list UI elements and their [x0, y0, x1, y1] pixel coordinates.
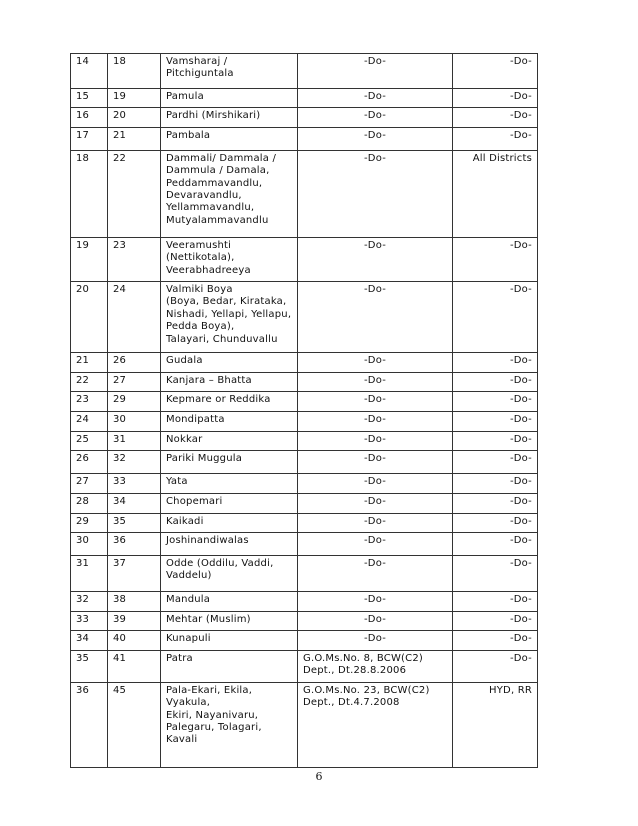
caste-name-cell	[161, 494, 298, 513]
area-cell: HYD, RR	[453, 682, 538, 767]
caste-name-cell	[161, 682, 298, 767]
serial-number-cell: 32	[71, 592, 108, 612]
caste-name-line: Mehtar (Muslim)	[166, 614, 251, 626]
government-order-line: -Do-	[363, 56, 387, 67]
caste-name-line: Pariki Muggula	[166, 453, 243, 465]
caste-name-cell	[161, 513, 298, 532]
table-row	[71, 631, 538, 650]
caste-name-line: Vamsharaj /	[166, 56, 228, 67]
area-cell: -Do-	[453, 89, 538, 108]
government-order-cell	[298, 127, 453, 150]
serial-number-cell: 33	[71, 612, 108, 631]
caste-name-line: Kepmare or Reddika	[166, 394, 271, 406]
original-number-cell: 24	[108, 282, 161, 353]
government-order-cell	[298, 474, 453, 494]
original-number-cell: 40	[108, 631, 161, 650]
serial-number-cell: 21	[71, 353, 108, 373]
government-order-cell	[298, 451, 453, 474]
caste-name-line: Dammula / Damala,	[166, 165, 270, 177]
area-cell: -Do-	[453, 631, 538, 650]
caste-name-cell	[161, 54, 298, 89]
government-order-line: -Do-	[363, 614, 387, 626]
government-order-line: Dept., Dt.4.7.2008	[303, 697, 400, 709]
serial-number-cell: 24	[71, 412, 108, 431]
government-order-cell	[298, 431, 453, 450]
caste-name-cell	[161, 631, 298, 650]
original-number-cell: 18	[108, 54, 161, 89]
government-order-line: -Do-	[363, 515, 387, 527]
page-number: 6	[315, 770, 323, 783]
caste-name-line: Yellammavandlu,	[166, 202, 255, 214]
caste-name-line: Pitchiguntala	[166, 68, 234, 80]
area-cell: -Do-	[453, 533, 538, 556]
government-order-line: -Do-	[363, 355, 387, 367]
caste-name-line: Veerabhadreeya	[166, 264, 251, 276]
government-order-line: -Do-	[363, 152, 387, 164]
original-number-cell: 32	[108, 451, 161, 474]
table-row	[71, 353, 538, 373]
table-row	[71, 282, 538, 353]
original-number-cell: 20	[108, 108, 161, 127]
caste-name-line: Kanjara – Bhatta	[166, 375, 252, 387]
serial-number-cell: 18	[71, 150, 108, 237]
area-cell: -Do-	[453, 282, 538, 353]
government-order-cell	[298, 650, 453, 682]
caste-name-line: Pedda Boya),	[166, 321, 235, 333]
table-row	[71, 451, 538, 474]
caste-name-cell	[161, 373, 298, 392]
serial-number-cell: 25	[71, 431, 108, 450]
caste-name-line: Nokkar	[166, 433, 203, 445]
caste-name-cell	[161, 533, 298, 556]
caste-name-line: Joshinandiwalas	[166, 535, 249, 547]
caste-name-cell	[161, 353, 298, 373]
table-row	[71, 108, 538, 127]
original-number-cell: 29	[108, 392, 161, 412]
area-cell: -Do-	[453, 592, 538, 612]
government-order-cell	[298, 592, 453, 612]
government-order-cell	[298, 89, 453, 108]
caste-name-line: Mandula	[166, 594, 211, 606]
caste-name-line: Palegaru, Tolagari,	[166, 721, 262, 733]
caste-name-cell	[161, 592, 298, 612]
caste-list-table	[70, 53, 538, 768]
table-row	[71, 494, 538, 513]
government-order-cell	[298, 282, 453, 353]
serial-number-cell: 31	[71, 556, 108, 592]
caste-name-line: Patra	[166, 652, 193, 664]
caste-name-line: Pardhi (Mirshikari)	[166, 110, 261, 122]
original-number-cell: 41	[108, 650, 161, 682]
government-order-line: -Do-	[363, 110, 387, 122]
table-row	[71, 592, 538, 612]
caste-name-line: Ekiri, Nayanivaru,	[166, 709, 259, 721]
table-row	[71, 682, 538, 767]
table-row	[71, 89, 538, 108]
serial-number-cell: 29	[71, 513, 108, 532]
serial-number-cell: 15	[71, 89, 108, 108]
government-order-line: -Do-	[363, 129, 387, 141]
caste-name-cell	[161, 612, 298, 631]
area-cell: -Do-	[453, 650, 538, 682]
government-order-line: -Do-	[363, 535, 387, 547]
government-order-cell	[298, 533, 453, 556]
caste-name-line: (Nettikotala),	[166, 252, 235, 264]
table-row	[71, 556, 538, 592]
area-cell: -Do-	[453, 392, 538, 412]
caste-name-cell	[161, 474, 298, 494]
serial-number-cell: 34	[71, 631, 108, 650]
serial-number-cell: 14	[71, 54, 108, 89]
government-order-line: -Do-	[363, 414, 387, 426]
table-row	[71, 54, 538, 89]
serial-number-cell: 17	[71, 127, 108, 150]
serial-number-cell: 26	[71, 451, 108, 474]
table-row	[71, 612, 538, 631]
table-row	[71, 127, 538, 150]
serial-number-cell: 27	[71, 474, 108, 494]
government-order-line: -Do-	[363, 284, 387, 296]
serial-number-cell: 28	[71, 494, 108, 513]
serial-number-cell: 23	[71, 392, 108, 412]
government-order-line: -Do-	[363, 558, 387, 570]
government-order-line: Dept., Dt.28.8.2006	[303, 665, 407, 677]
serial-number-cell: 19	[71, 237, 108, 281]
serial-number-cell: 36	[71, 682, 108, 767]
caste-name-line: Yata	[166, 476, 188, 488]
caste-name-cell	[161, 556, 298, 592]
caste-name-cell	[161, 150, 298, 237]
government-order-cell	[298, 392, 453, 412]
caste-name-line: Mutyalammavandlu	[166, 214, 269, 226]
area-cell: -Do-	[453, 373, 538, 392]
area-cell: -Do-	[453, 108, 538, 127]
caste-name-line: Pala-Ekari, Ekila,	[166, 684, 253, 696]
area-cell: -Do-	[453, 474, 538, 494]
caste-name-line: Peddammavandlu,	[166, 177, 263, 189]
original-number-cell: 21	[108, 127, 161, 150]
caste-name-line: Vyakula,	[166, 697, 211, 709]
area-cell: -Do-	[453, 353, 538, 373]
caste-name-line: Pambala	[166, 129, 211, 141]
table-row	[71, 533, 538, 556]
caste-name-line: Devaravandlu,	[166, 190, 242, 202]
government-order-cell	[298, 682, 453, 767]
original-number-cell: 31	[108, 431, 161, 450]
original-number-cell: 34	[108, 494, 161, 513]
caste-name-line: Valmiki Boya	[166, 284, 233, 296]
serial-number-cell: 22	[71, 373, 108, 392]
original-number-cell: 30	[108, 412, 161, 431]
caste-name-line: Talayari, Chunduvallu	[166, 333, 278, 345]
table-body	[71, 54, 538, 768]
caste-name-line: Kavali	[166, 734, 198, 746]
government-order-line: -Do-	[363, 496, 387, 508]
caste-name-cell	[161, 127, 298, 150]
caste-name-cell	[161, 237, 298, 281]
government-order-line: -Do-	[363, 476, 387, 488]
table-row	[71, 150, 538, 237]
caste-name-line: Nishadi, Yellapi, Yellapu,	[166, 308, 292, 320]
caste-name-cell	[161, 650, 298, 682]
table-row	[71, 237, 538, 281]
original-number-cell: 36	[108, 533, 161, 556]
caste-name-line: Veeramushti	[166, 239, 232, 251]
original-number-cell: 35	[108, 513, 161, 532]
caste-name-cell	[161, 89, 298, 108]
government-order-line: -Do-	[363, 375, 387, 387]
government-order-cell	[298, 412, 453, 431]
government-order-cell	[298, 373, 453, 392]
government-order-cell	[298, 108, 453, 127]
government-order-line: G.O.Ms.No. 8, BCW(C2)	[303, 652, 423, 664]
government-order-cell	[298, 353, 453, 373]
serial-number-cell: 16	[71, 108, 108, 127]
area-cell: -Do-	[453, 412, 538, 431]
government-order-line: -Do-	[363, 239, 387, 251]
serial-number-cell: 35	[71, 650, 108, 682]
government-order-cell	[298, 513, 453, 532]
original-number-cell: 38	[108, 592, 161, 612]
government-order-cell	[298, 150, 453, 237]
original-number-cell: 27	[108, 373, 161, 392]
government-order-cell	[298, 631, 453, 650]
caste-name-line: Vaddelu)	[166, 570, 212, 582]
serial-number-cell: 20	[71, 282, 108, 353]
caste-name-cell	[161, 392, 298, 412]
original-number-cell: 37	[108, 556, 161, 592]
table-row	[71, 513, 538, 532]
area-cell: -Do-	[453, 451, 538, 474]
table-row	[71, 373, 538, 392]
government-order-cell	[298, 237, 453, 281]
caste-name-cell	[161, 431, 298, 450]
government-order-line: -Do-	[363, 594, 387, 606]
caste-name-line: Chopemari	[166, 496, 223, 508]
caste-name-line: Mondipatta	[166, 414, 225, 426]
table-row	[71, 474, 538, 494]
original-number-cell: 26	[108, 353, 161, 373]
caste-name-line: Odde (Oddilu, Vaddi,	[166, 558, 274, 570]
government-order-line: G.O.Ms.No. 23, BCW(C2)	[303, 684, 430, 696]
original-number-cell: 23	[108, 237, 161, 281]
serial-number-cell: 30	[71, 533, 108, 556]
original-number-cell: 19	[108, 89, 161, 108]
caste-name-cell	[161, 451, 298, 474]
government-order-line: -Do-	[363, 433, 387, 445]
caste-name-cell	[161, 108, 298, 127]
table-row	[71, 431, 538, 450]
table-row	[71, 650, 538, 682]
area-cell: -Do-	[453, 54, 538, 89]
caste-name-line: Pamula	[166, 91, 204, 102]
government-order-line: -Do-	[363, 633, 387, 645]
area-cell: All Districts	[453, 150, 538, 237]
caste-name-line: (Boya, Bedar, Kirataka,	[166, 296, 287, 308]
caste-name-line: Dammali/ Dammala /	[166, 152, 277, 164]
caste-name-cell	[161, 412, 298, 431]
area-cell: -Do-	[453, 127, 538, 150]
original-number-cell: 39	[108, 612, 161, 631]
table-row	[71, 412, 538, 431]
government-order-cell	[298, 612, 453, 631]
caste-name-line: Kaikadi	[166, 515, 204, 527]
government-order-line: -Do-	[363, 91, 387, 102]
government-order-cell	[298, 556, 453, 592]
table-row	[71, 392, 538, 412]
original-number-cell: 45	[108, 682, 161, 767]
original-number-cell: 33	[108, 474, 161, 494]
area-cell: -Do-	[453, 431, 538, 450]
area-cell: -Do-	[453, 237, 538, 281]
original-number-cell: 22	[108, 150, 161, 237]
area-cell: -Do-	[453, 556, 538, 592]
government-order-cell	[298, 494, 453, 513]
government-order-line: -Do-	[363, 394, 387, 406]
caste-name-line: Gudala	[166, 355, 203, 367]
area-cell: -Do-	[453, 494, 538, 513]
caste-name-line: Kunapuli	[166, 633, 211, 645]
area-cell: -Do-	[453, 513, 538, 532]
government-order-line: -Do-	[363, 453, 387, 465]
area-cell: -Do-	[453, 612, 538, 631]
caste-name-cell	[161, 282, 298, 353]
government-order-cell	[298, 54, 453, 89]
